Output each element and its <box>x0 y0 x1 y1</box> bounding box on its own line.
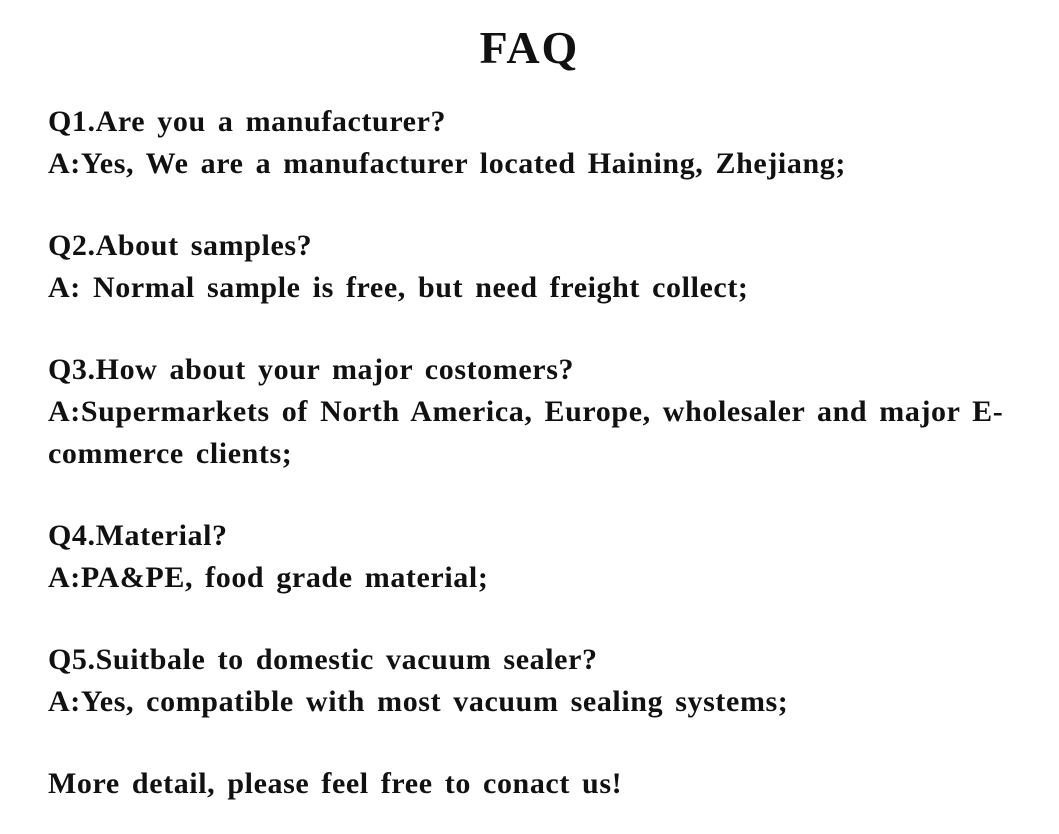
faq-item-4 <box>48 515 1011 599</box>
question-text: Q4.Material? <box>48 519 228 553</box>
answer-text: A:Yes, We are a manufacturer located Haining, Zhejiang; <box>48 147 846 181</box>
faq-item-1 <box>48 101 1011 185</box>
answer-text: A:Supermarkets of North America, Europe, wholesaler and major E-commerce clients; <box>48 395 1004 471</box>
answer-text: A:Yes, compatible with most vacuum sealing systems; <box>48 685 789 719</box>
faq-item-3 <box>48 349 1011 475</box>
question-text: Q2.About samples? <box>48 229 313 263</box>
question-text: Q5.Suitbale to domestic vacuum sealer? <box>48 643 598 677</box>
faq-item-5 <box>48 639 1011 723</box>
faq-item-2 <box>48 225 1011 309</box>
question-text: Q1.Are you a manufacturer? <box>48 105 447 139</box>
answer-text: A: Normal sample is free, but need freight collect; <box>48 271 749 305</box>
answer-text: A:PA&PE, food grade material; <box>48 561 489 595</box>
question-text: Q3.How about your major costomers? <box>48 353 575 387</box>
footer-note: More detail, please feel free to conact us! <box>48 767 623 801</box>
page-title: FAQ <box>479 22 580 73</box>
